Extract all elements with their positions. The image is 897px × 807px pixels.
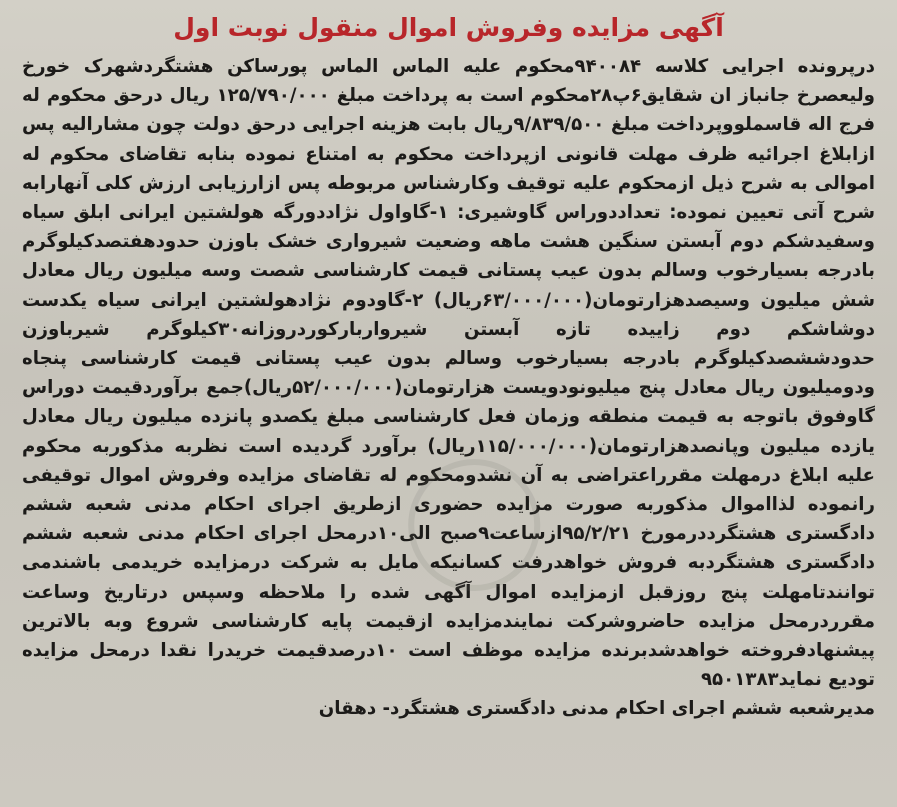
- notice-title: آگهی مزایده وفروش اموال منقول نوبت اول: [173, 13, 724, 42]
- notice-body: درپرونده اجرایی کلاسه ۹۴۰۰۸۴محکوم علیه الماس الماس پورساکن هشتگردشهرک خورخ ولیعصرخ جانباز ان شقایق۶پ۲۸محکوم است به پرداخت مبلغ ۱۲۵/۷۹۰/۰۰۰ ریال درحق محکوم له فرج اله قاسملووپرداخت مبلغ ۹/۸۳۹/۵۰۰ریال بابت هزینه اجرایی درحق دولت چون مشارالیه پس ازابلاغ اجرائیه ظرف مهلت قانونی ازپرداخت محکوم به امتناع نموده بنابه تقاضای محکوم له اموالی به شرح ذیل ازمحکوم علیه توقیف وکارشناس مربوطه پس ازارزیابی ارزش کلی آنهارابه شرح آتی تعیین نموده: تعداددوراس گاوشیری: ۱-گاواول نژاددورگه هولشتین ایرانی ابلق سیاه وسفیدشکم دوم آبستن سنگین هشت ماهه وضعیت شیرواری خشک باوزن حدودهفتصدکیلوگرم بادرجه بسیارخوب وسالم بدون عیب پستانی قیمت کارشناسی شصت وسه میلیون ریال معادل شش میلیون وسیصدهزارتومان(۶۳/۰۰۰/۰۰۰ریال) ۲-گاودوم نژادهولشتین ایرانی سیاه یکدست دوشاشکم دوم زاییده تازه آبستن شیرواربارکوردروزانه۳۰کیلوگرم شیرباوزن حدودششصدکیلوگرم بادرجه بسیارخوب وسالم بدون عیب پستانی قیمت کارشناسی پنجاه ودومیلیون ریال معادل پنج میلیونودویست هزارتومان(۵۲/۰۰۰/۰۰۰ریال)جمع برآوردقیمت دوراس گاوفوق باتوجه به قیمت منطقه وزمان فعل کارشناسی مبلغ یکصدو پانزده میلیون ریال معادل یازده میلیون وپانصدهزارتومان(۱۱۵/۰۰۰/۰۰۰ریال) برآورد گردیده است نظربه مذکوربه محکوم علیه ابلاغ درمهلت مقرراعتراضی به آن نشدومحکوم له تقاضای مزایده وفروش اموال توقیفی رانموده لذااموال مذکوربه صورت مزایده حضوری ازطریق اجرای احکام مدنی شعبه ششم دادگستری هشتگرددرمورخ ۹۵/۲/۲۱ازساعت۹صبح الی۱۰درمحل اجرای احکام مدنی شعبه ششم دادگستری هشتگردبه فروش خواهدرفت کسانیکه مایل به شرکت درمزایده خریدمی باشندمی توانندتامهلت پنج روزقبل ازمزایده اموال آگهی شده را ملاحظه وسپس درتاریخ وساعت مقرردرمحل مزایده حاضروشرکت نمایندمزایده ازقیمت پایه کارشناسی شروع وبه بالاترین پیشنهادفروخته خواهدشدبرنده مزایده موظف است ۱۰درصدقیمت خریدرا نقدا درمحل مزایده تودیع نماید۹۵۰۱۳۸۳: [22, 56, 876, 691]
- notice-signature: مدیرشعبه ششم اجرای احکام مدنی دادگستری هشتگرد- دهقان: [318, 698, 875, 720]
